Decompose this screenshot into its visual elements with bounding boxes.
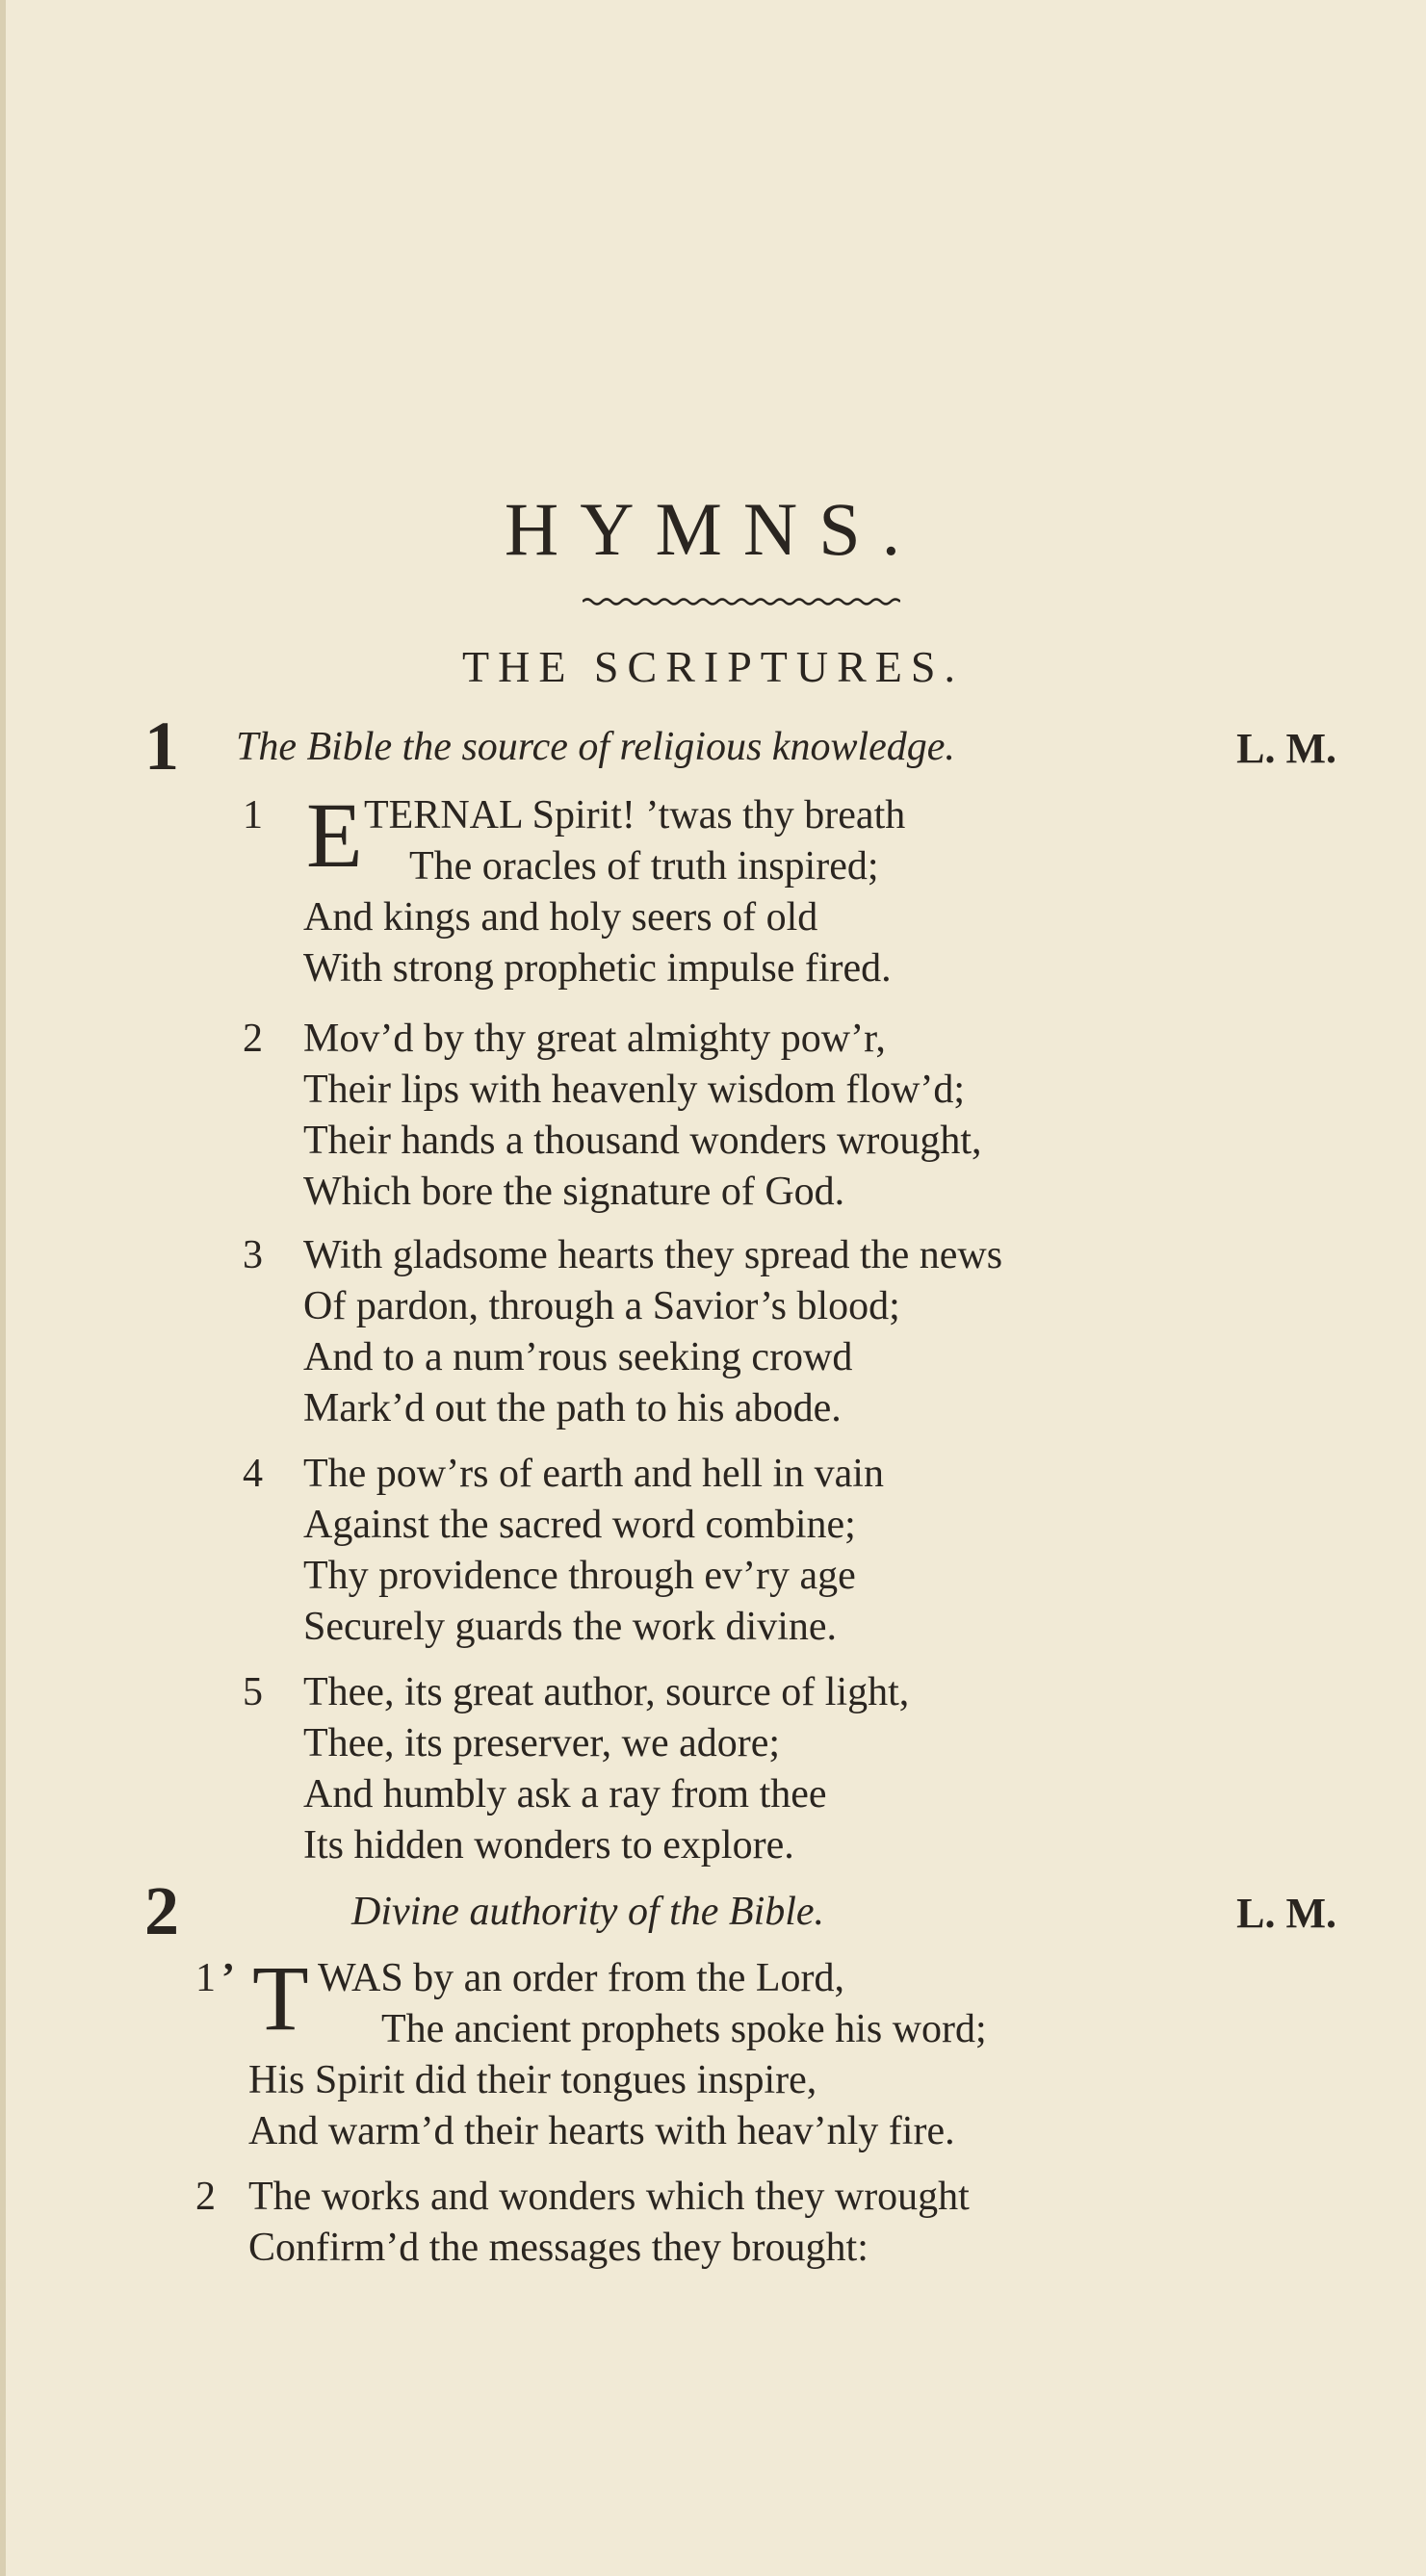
verse-line: Confirm’d the messages they brought: — [248, 2226, 869, 2270]
hymn-header — [144, 708, 1336, 785]
verse-line: And warm’d their hearts with heav’nly fire. — [248, 2109, 955, 2153]
verse-line: Their hands a thousand wonders wrought, — [303, 1119, 982, 1163]
hymn-number: 2 — [144, 1872, 179, 1949]
verse-number: 2 — [243, 1017, 263, 1061]
hymn-header — [144, 1872, 1336, 1949]
apostrophe-mark: ’ — [221, 1956, 235, 2000]
verse-line: The pow’rs of earth and hell in vain — [303, 1452, 884, 1496]
verse-number: 4 — [243, 1452, 263, 1496]
page-title: HYMNS. — [504, 487, 922, 571]
verse-line: The ancient prophets spoke his word; — [381, 2007, 987, 2051]
page-edge — [0, 0, 6, 2576]
verse-line: And humbly ask a ray from thee — [303, 1772, 827, 1816]
verse-line: Mark’d out the path to his abode. — [303, 1386, 842, 1430]
hymn-subtitle: The Bible the source of religious knowledge. — [236, 725, 955, 769]
drop-cap: E — [306, 784, 363, 887]
hymn-subtitle: Divine authority of the Bible. — [351, 1890, 825, 1934]
verse-number: 3 — [243, 1233, 263, 1277]
hymn-number: 1 — [144, 708, 179, 785]
verse-line: WAS by an order from the Lord, — [318, 1956, 845, 2000]
verse-line: The oracles of truth inspired; — [409, 844, 879, 889]
verse-line: And kings and holy seers of old — [303, 895, 818, 940]
hymn-meter: L. M. — [1236, 1890, 1336, 1937]
drop-cap: T — [252, 1946, 309, 2049]
verse-number: 1 — [243, 793, 263, 837]
verse-line: Against the sacred word combine; — [303, 1503, 856, 1547]
section-heading: THE SCRIPTURES. — [462, 642, 964, 691]
hymn-meter: L. M. — [1236, 725, 1336, 772]
verse-line: Its hidden wonders to explore. — [303, 1823, 794, 1868]
verse-line: With gladsome hearts they spread the news — [303, 1233, 1003, 1277]
verse-number: 2 — [195, 2175, 216, 2219]
verse-line: Thee, its preserver, we adore; — [303, 1721, 781, 1765]
verse-line: Securely guards the work divine. — [303, 1605, 838, 1649]
verse-line: Thy providence through ev’ry age — [303, 1554, 856, 1598]
verse-line: Thee, its great author, source of light, — [303, 1670, 910, 1714]
wavy-rule-ornament — [583, 595, 900, 608]
verse-line: The works and wonders which they wrought — [248, 2175, 970, 2219]
verse-line: Their lips with heavenly wisdom flow’d; — [303, 1068, 966, 1112]
verse-number: 5 — [243, 1670, 263, 1714]
verse-line: And to a num’rous seeking crowd — [303, 1335, 853, 1379]
verse-number: 1 — [195, 1956, 216, 2000]
verse-line: Mov’d by thy great almighty pow’r, — [303, 1017, 886, 1061]
verse-line: With strong prophetic impulse fired. — [303, 946, 892, 991]
verse-line: Of pardon, through a Savior’s blood; — [303, 1284, 900, 1328]
verse-line: TERNAL Spirit! ’twas thy breath — [364, 793, 906, 837]
verse-line: His Spirit did their tongues inspire, — [248, 2058, 817, 2102]
verse-line: Which bore the signature of God. — [303, 1170, 845, 1214]
